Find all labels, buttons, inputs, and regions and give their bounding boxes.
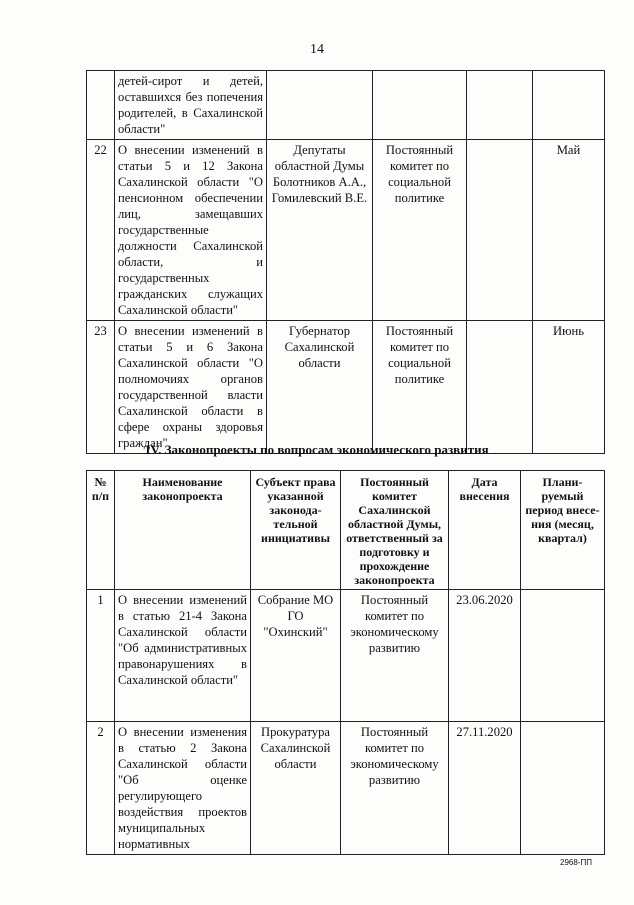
bill-name-cell: О внесении изменений в статью 21-4 Закона Сахалинской области "Об административных правонарушениях в Сахалинской области" [115, 590, 251, 722]
initiator-cell: Прокуратура Сахалинской области [251, 722, 341, 855]
table-row [87, 321, 605, 454]
period-cell [521, 722, 605, 855]
header-number: № п/п [87, 471, 115, 590]
period-cell [533, 71, 605, 140]
table-row [87, 140, 605, 321]
committee-cell: Постоянный комитет по социальной политике [373, 321, 467, 454]
date-cell [467, 140, 533, 321]
row-number-cell: 22 [87, 140, 115, 321]
page-number: 14 [310, 42, 324, 57]
bill-name-cell: детей-сирот и детей, оставшихся без попечения родителей, в Сахалинской области" [115, 71, 267, 140]
date-cell [467, 71, 533, 140]
period-cell [521, 590, 605, 722]
committee-cell [373, 71, 467, 140]
section-title: IV. Законопроекты по вопросам экономического развития [145, 442, 489, 457]
row-number-cell [87, 71, 115, 140]
table-row [87, 590, 605, 722]
row-number-cell: 1 [87, 590, 115, 722]
header-initiator: Субъект права указанной законода-тельной инициативы [251, 471, 341, 590]
header-period: Плани-руемый период внесе-ния (месяц, квартал) [521, 471, 605, 590]
bill-name-cell: О внесении изменения в статью 2 Закона Сахалинской области "Об оценке регулирующего воздействия проектов муниципальных нормативных [115, 722, 251, 855]
bill-name-cell: О внесении изменений в статьи 5 и 12 Закона Сахалинской области "О пенсионном обеспечении лиц, замещавших государственные должности Сахалинской области, и государственных гражданских служащих Сахалинской области" [115, 140, 267, 321]
table-header-row [87, 471, 605, 590]
table-row [87, 71, 605, 140]
period-cell: Июнь [533, 321, 605, 454]
initiator-cell [267, 71, 373, 140]
date-cell: 23.06.2020 [449, 590, 521, 722]
document-code: 2968-ПП [560, 858, 592, 867]
legislation-table-continued [86, 70, 605, 454]
committee-cell: Постоянный комитет по экономическому развитию [341, 722, 449, 855]
committee-cell: Постоянный комитет по социальной политике [373, 140, 467, 321]
row-number-cell: 23 [87, 321, 115, 454]
date-cell: 27.11.2020 [449, 722, 521, 855]
table-row [87, 722, 605, 855]
economic-bills-table [86, 470, 605, 855]
period-cell: Май [533, 140, 605, 321]
initiator-cell: Губернатор Сахалинской области [267, 321, 373, 454]
header-date: Дата внесения [449, 471, 521, 590]
bill-name-cell: О внесении изменений в статьи 5 и 6 Закона Сахалинской области "О полномочиях органов государственной власти Сахалинской области в сфере охраны здоровья граждан" [115, 321, 267, 454]
initiator-cell: Депутаты областной Думы Болотников А.А., Гомилевский В.Е. [267, 140, 373, 321]
date-cell [467, 321, 533, 454]
header-bill-name: Наименование законопроекта [115, 471, 251, 590]
row-number-cell: 2 [87, 722, 115, 855]
initiator-cell: Собрание МО ГО "Охинский" [251, 590, 341, 722]
header-committee: Постоянный комитет Сахалинской областной Думы, ответственный за подготовку и прохождение законопроекта [341, 471, 449, 590]
committee-cell: Постоянный комитет по экономическому развитию [341, 590, 449, 722]
